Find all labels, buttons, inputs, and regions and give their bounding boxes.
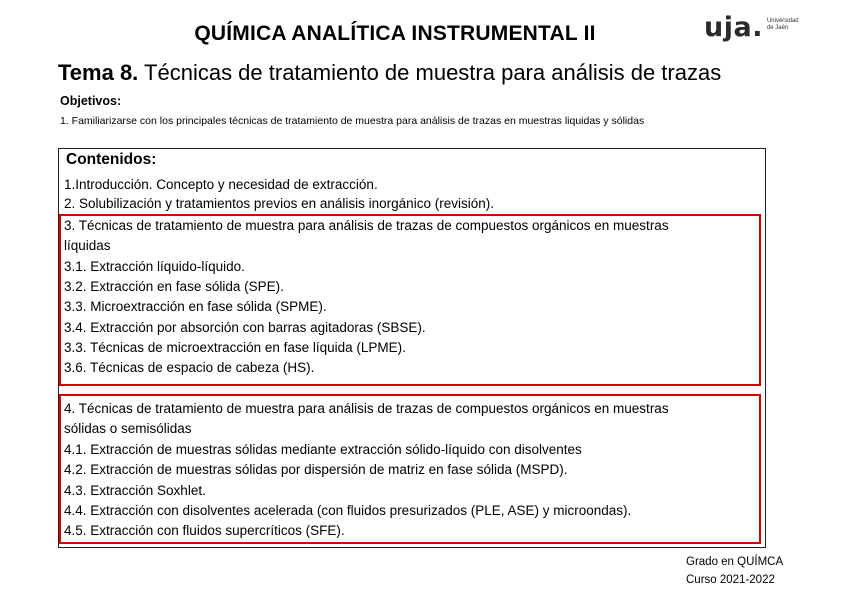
section-3-item-3: 3.3. Microextracción en fase sólida (SPME).	[64, 299, 327, 314]
section-3-item-4: 3.4. Extracción por absorción con barras agitadoras (SBSE).	[64, 320, 426, 335]
section-4-item-2: 4.2. Extracción de muestras sólidas por dispersión de matriz en fase sólida (MSPD).	[64, 462, 568, 477]
section-3-item-1: 3.1. Extracción líquido-líquido.	[64, 259, 245, 274]
section-4-item-4: 4.4. Extracción con disolventes acelerada (con fluidos presurizados (PLE, ASE) y microondas).	[64, 503, 632, 518]
topic-number: Tema 8.	[58, 60, 139, 85]
contents-label: Contenidos:	[66, 151, 157, 168]
objectives-text: 1. Familiarizarse con los principales técnicas de tratamiento de muestra para análisis de trazas en muestras liquidas y sólidas	[60, 115, 645, 127]
contents-intro-item-2: 2. Solubilización y tratamientos previos en análisis inorgánico (revisión).	[64, 196, 494, 211]
logo-mark: uja.	[704, 12, 763, 43]
contents-intro-item-1: 1.Introducción. Concepto y necesidad de extracción.	[64, 177, 378, 192]
section-3-item-6: 3.6. Técnicas de espacio de cabeza (HS).	[64, 360, 315, 375]
section-3-item-2: 3.2. Extracción en fase sólida (SPE).	[64, 279, 284, 294]
section-3-heading-line1: 3. Técnicas de tratamiento de muestra para análisis de trazas de compuestos orgánicos en muestras	[64, 218, 669, 233]
objectives-label: Objetivos:	[60, 94, 122, 108]
footer-course: Curso 2021-2022	[686, 574, 775, 586]
logo-text-line2: de Jaén	[766, 24, 789, 31]
section-4-item-5: 4.5. Extracción con fluidos supercríticos (SFE).	[64, 523, 345, 538]
footer-degree: Grado en QUÍMCA	[686, 556, 784, 568]
section-3-item-5: 3.3. Técnicas de microextracción en fase líquida (LPME).	[64, 340, 406, 355]
topic-title: Técnicas de tratamiento de muestra para análisis de trazas	[144, 60, 722, 85]
section-3-heading-line2: líquidas	[64, 238, 111, 253]
logo-text-line1: Universidad	[766, 18, 799, 24]
section-4-heading-line1: 4. Técnicas de tratamiento de muestra para análisis de trazas de compuestos orgánicos en muestras	[64, 401, 669, 416]
university-logo	[704, 14, 804, 46]
course-title: QUÍMICA ANALÍTICA INSTRUMENTAL II	[194, 22, 596, 45]
section-4-item-3: 4.3. Extracción Soxhlet.	[64, 483, 206, 498]
logo-text	[767, 18, 799, 31]
section-4-heading-line2: sólidas o semisólidas	[64, 421, 192, 436]
section-4-item-1: 4.1. Extracción de muestras sólidas mediante extracción sólido-líquido con disolventes	[64, 442, 582, 457]
topic-heading	[58, 60, 721, 86]
